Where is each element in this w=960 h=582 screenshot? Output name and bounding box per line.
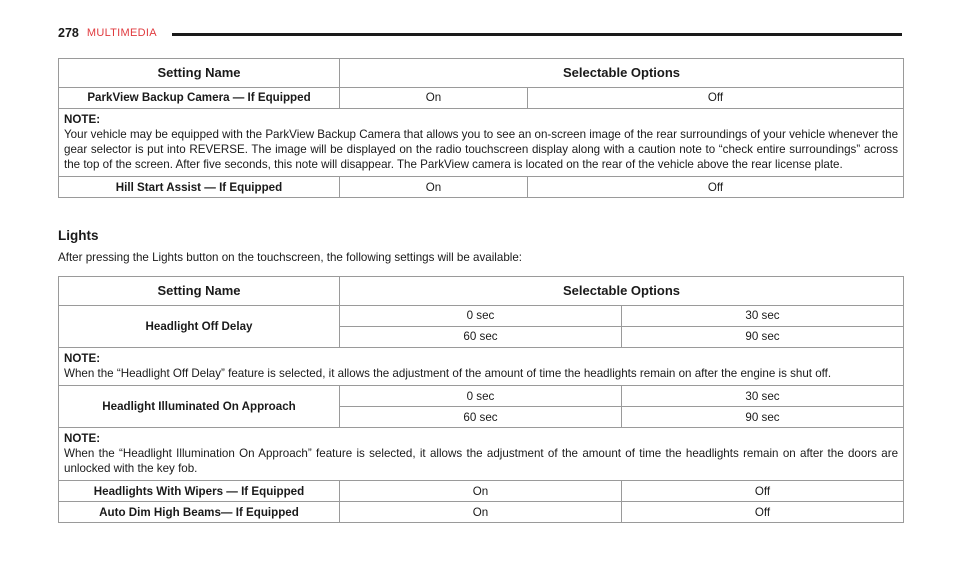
setting-name: ParkView Backup Camera — If Equipped [59,88,340,109]
page-number: 278 [58,26,79,40]
note-row [59,348,904,386]
option-on: On [340,88,528,109]
option-value: 90 sec [622,327,904,348]
col-selectable-options: Selectable Options [340,59,904,88]
table-row [59,88,904,109]
option-value: 0 sec [340,306,622,327]
option-on: On [340,481,622,502]
table-row [59,502,904,523]
settings-table-1 [58,58,904,198]
option-value: 0 sec [340,386,622,407]
option-off: Off [622,502,904,523]
note-label: NOTE: [64,352,101,365]
setting-name: Headlights With Wipers — If Equipped [59,481,340,502]
note-label: NOTE: [64,432,101,446]
page-header [58,26,157,40]
option-off: Off [528,88,904,109]
option-off: Off [622,481,904,502]
section-title: MULTIMEDIA [86,27,157,39]
header-rule [172,33,902,36]
setting-name: Headlight Illuminated On Approach [59,386,340,428]
lights-intro: After pressing the Lights button on the touchscreen, the following settings will be available: [58,251,523,264]
note-text: Your vehicle may be equipped with the ParkView Backup Camera that allows you to see an on-screen image of the rear surroundings of your vehicle whenever the gear selector is put into REVERSE. The image will be displayed on the radio touchscreen display along with a caution note to “check entire surroundings” across the top of the screen. After five seconds, this note will disappear. The ParkView camera is located on the rear of the vehicle above the rear license plate. [64,128,899,172]
setting-name: Hill Start Assist — If Equipped [59,177,340,198]
note-label: NOTE: [64,113,101,126]
col-selectable-options: Selectable Options [340,277,904,306]
option-value: 60 sec [340,327,622,348]
col-setting-name: Setting Name [59,277,340,306]
option-off: Off [528,177,904,198]
table-row [59,177,904,198]
option-on: On [340,502,622,523]
note-row [59,428,904,481]
note-row [59,109,904,177]
option-value: 30 sec [622,306,904,327]
settings-table-2 [58,276,904,523]
table-row [59,386,904,407]
option-value: 30 sec [622,386,904,407]
setting-name: Auto Dim High Beams— If Equipped [59,502,340,523]
note-text: When the “Headlight Illumination On Approach” feature is selected, it allows the adjustment of the amount of time the headlights remain on after the doors are unlocked with the key fob. [64,447,899,476]
note-text: When the “Headlight Off Delay” feature is selected, it allows the adjustment of the amount of time the headlights remain on after the engine is shut off. [64,367,832,381]
table-row [59,306,904,327]
table-row [59,481,904,502]
lights-heading: Lights [58,228,99,243]
col-setting-name: Setting Name [59,59,340,88]
option-value: 60 sec [340,407,622,428]
setting-name: Headlight Off Delay [59,306,340,348]
option-value: 90 sec [622,407,904,428]
option-on: On [340,177,528,198]
